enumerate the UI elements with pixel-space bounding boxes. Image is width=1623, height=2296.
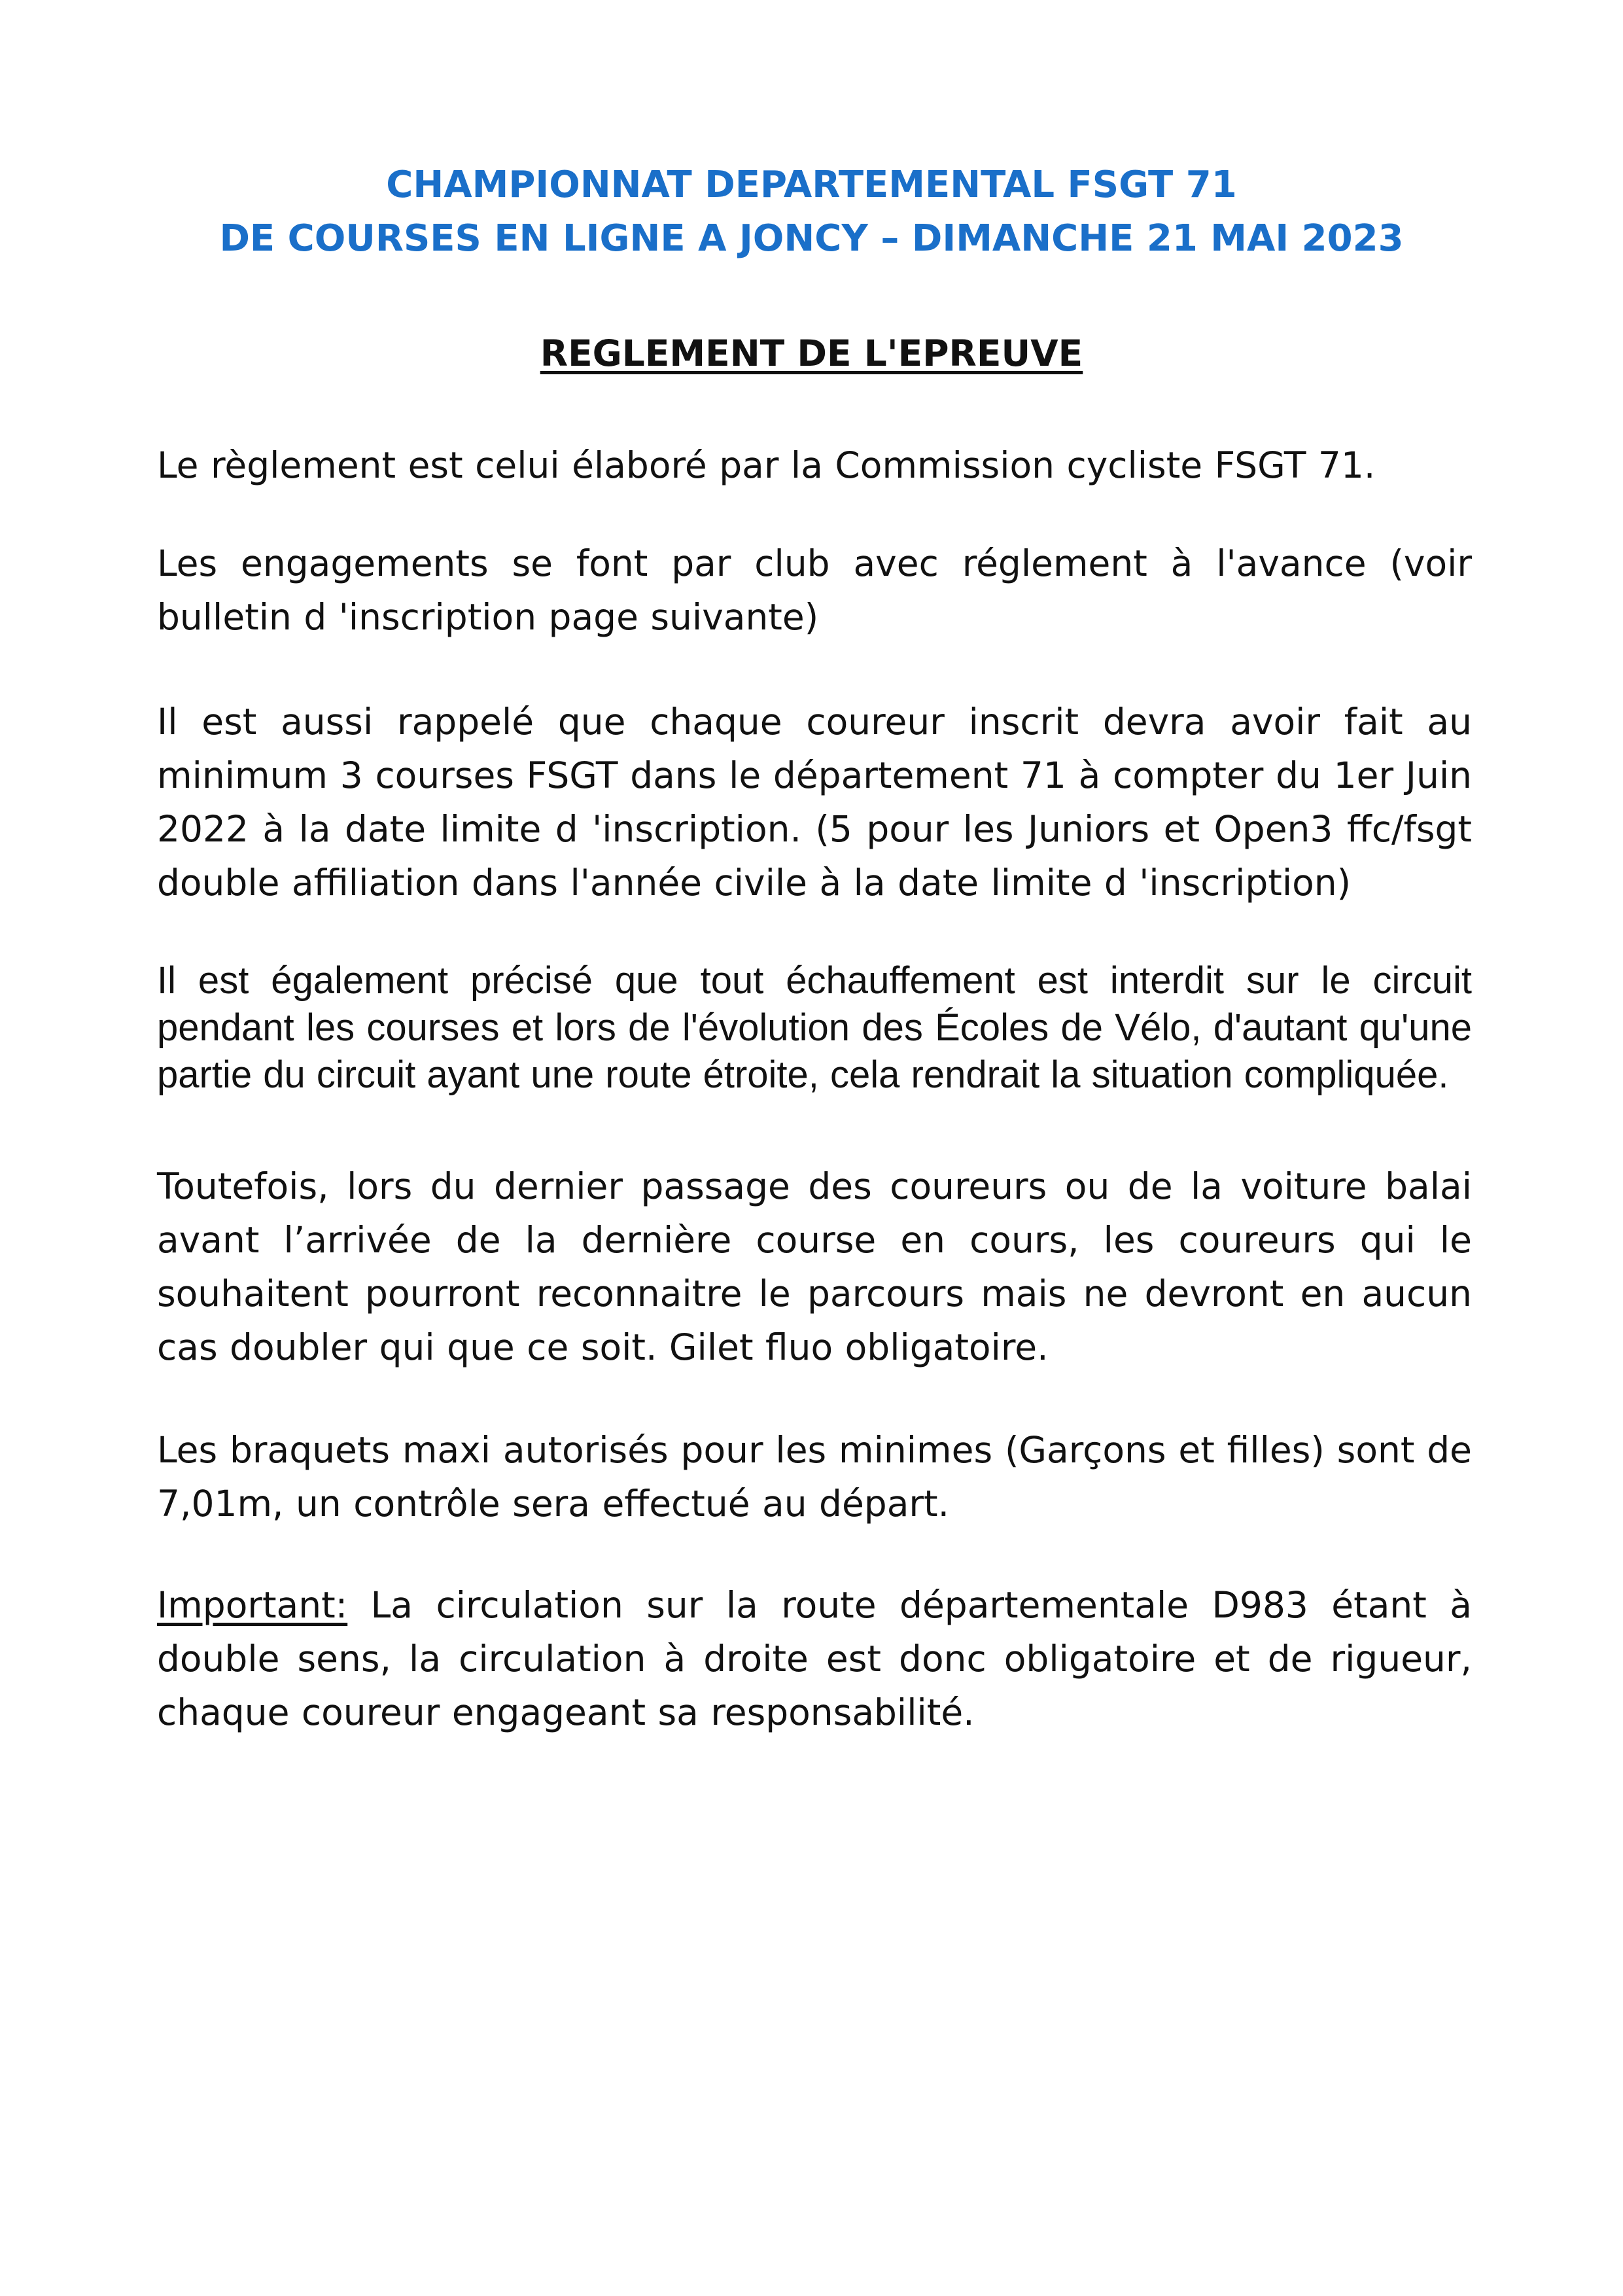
document-title — [0, 158, 1623, 266]
paragraph-reglement: Le règlement est celui élaboré par la Commission cycliste FSGT 71. — [157, 444, 1376, 486]
paragraph-reconnaissance: Toutefois, lors du dernier passage des coureurs ou de la voiture balai avant l’arrivée de la dernière course en cours, les coureurs qui le souhaitent pourront reconnaitre le parcours mais ne devront en aucun cas doubler qui que ce soit. Gilet fluo obligatoire. — [157, 1165, 1472, 1368]
paragraph-echauffement: Il est également précisé que tout échauffement est interdit sur le circuit pendant les courses et lors de l'évolution des Écoles de Vélo, d'autant qu'une partie du circuit ayant une route étroite, cela rendrait la situation compliquée. — [157, 959, 1472, 1096]
important-label: Important: — [157, 1584, 348, 1626]
section-heading-text: REGLEMENT DE L'EPREUVE — [540, 332, 1083, 374]
section-heading — [0, 330, 1623, 376]
title-line-1: CHAMPIONNAT DEPARTEMENTAL FSGT 71 — [386, 164, 1237, 206]
title-line-2: DE COURSES EN LIGNE A JONCY – DIMANCHE 21 MAI 2023 — [219, 217, 1404, 260]
paragraph-engagements: Les engagements se font par club avec réglement à l'avance (voir bulletin d 'inscription page suivante) — [157, 542, 1472, 638]
paragraph-braquets: Les braquets maxi autorisés pour les minimes (Garçons et filles) sont de 7,01m, un contrôle sera effectué au départ. — [157, 1429, 1472, 1525]
important-text: La circulation sur la route départementale D983 étant à double sens, la circulation à droite est donc obligatoire et de rigueur, chaque coureur engageant sa responsabilité. — [157, 1584, 1472, 1733]
paragraph-important — [157, 1578, 1472, 1739]
paragraph-conditions: Il est aussi rappelé que chaque coureur inscrit devra avoir fait au minimum 3 courses FSGT dans le département 71 à compter du 1er Juin 2022 à la date limite d 'inscription. (5 pour les Juniors et Open3 ffc/fsgt double affiliation dans l'année civile à la date limite d 'inscription) — [157, 701, 1472, 904]
